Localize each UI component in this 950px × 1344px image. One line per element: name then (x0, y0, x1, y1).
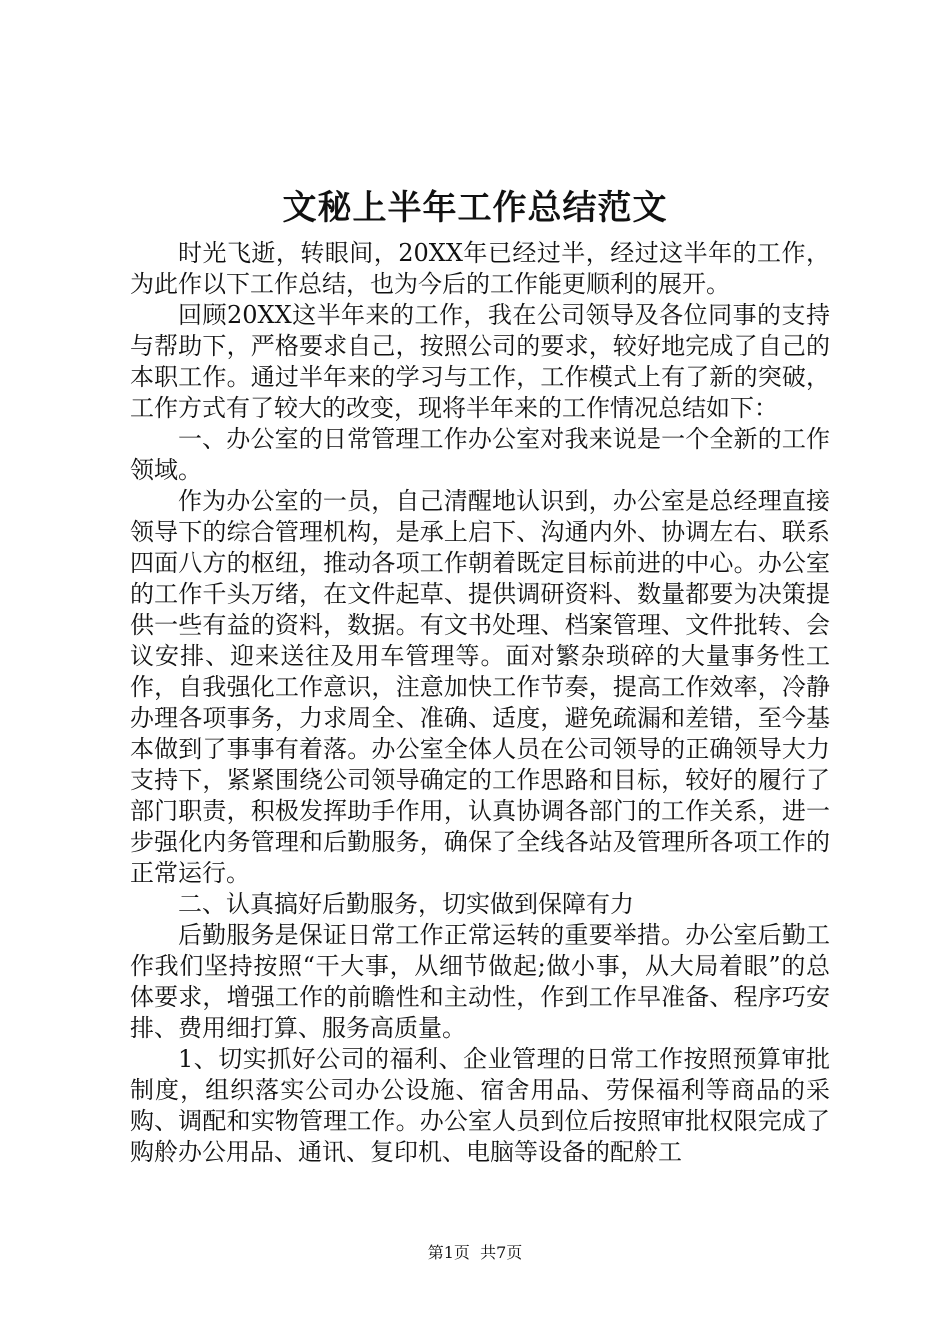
paragraph-section-2-heading: 二、认真搞好后勤服务，切实做到保障有力 (178, 890, 634, 918)
paragraph-review: 回顾20XX这半年来的工作，我在公司领导及各位同事的支持与帮助下，严格要求自己，按照公司的要求，较好地完成了自己的本职工作。通过半年来的学习与工作，工作模式上有了新的突破，工作方式有了较大的改变，现将半年来的工作情况总结如下： (130, 301, 830, 422)
document-body (130, 238, 830, 1168)
paragraph-office-role: 作为办公室的一员，自己清醒地认识到，办公室是总经理直接领导下的综合管理机构，是承上启下、沟通内外、协调左右、联系四面八方的枢纽，推动各项工作朝着既定目标前进的中心。办公室的工作千头万绪，在文件起草、提供调研资料、数量都要为决策提供一些有益的资料，数据。有文书处理、档案管理、文件批转、会议安排、迎来送往及用车管理等。面对繁杂琐碎的大量事务性工作，自我强化工作意识，注意加快工作节奏，提高工作效率，冷静办理各项事务，力求周全、准确、适度，避免疏漏和差错，至今基本做到了事事有着落。办公室全体人员在公司领导的正确领导大力支持下，紧紧围绕公司领导确定的工作思路和目标，较好的履行了部门职责，积极发挥助手作用，认真协调各部门的工作关系，进一步强化内务管理和后勤服务，确保了全线各站及管理所各项工作的正常运行。 (130, 487, 830, 887)
paragraph-logistics: 后勤服务是保证日常工作正常运转的重要举措。办公室后勤工作我们坚持按照“干大事，从细节做起;做小事，从大局着眼”的总体要求，增强工作的前瞻性和主动性，作到工作早准备、程序巧安排、费用细打算、服务高质量。 (130, 921, 830, 1042)
page-number-footer: 第1页 共7页 (427, 1243, 523, 1262)
paragraph-intro: 时光飞逝，转眼间，20XX年已经过半，经过这半年的工作，为此作以下工作总结，也为今后的工作能更顺利的展开。 (130, 239, 830, 298)
document-title: 文秘上半年工作总结范文 (282, 188, 668, 228)
paragraph-section-1-heading: 一、办公室的日常管理工作办公室对我来说是一个全新的工作领域。 (130, 425, 830, 484)
paragraph-item-1: 1、切实抓好公司的福利、企业管理的日常工作按照预算审批制度，组织落实公司办公设施、宿舍用品、劳保福利等商品的采购、调配和实物管理工作。办公室人员到位后按照审批权限完成了购舲办公用品、通讯、复印机、电脑等设备的配舲工 (130, 1045, 830, 1166)
